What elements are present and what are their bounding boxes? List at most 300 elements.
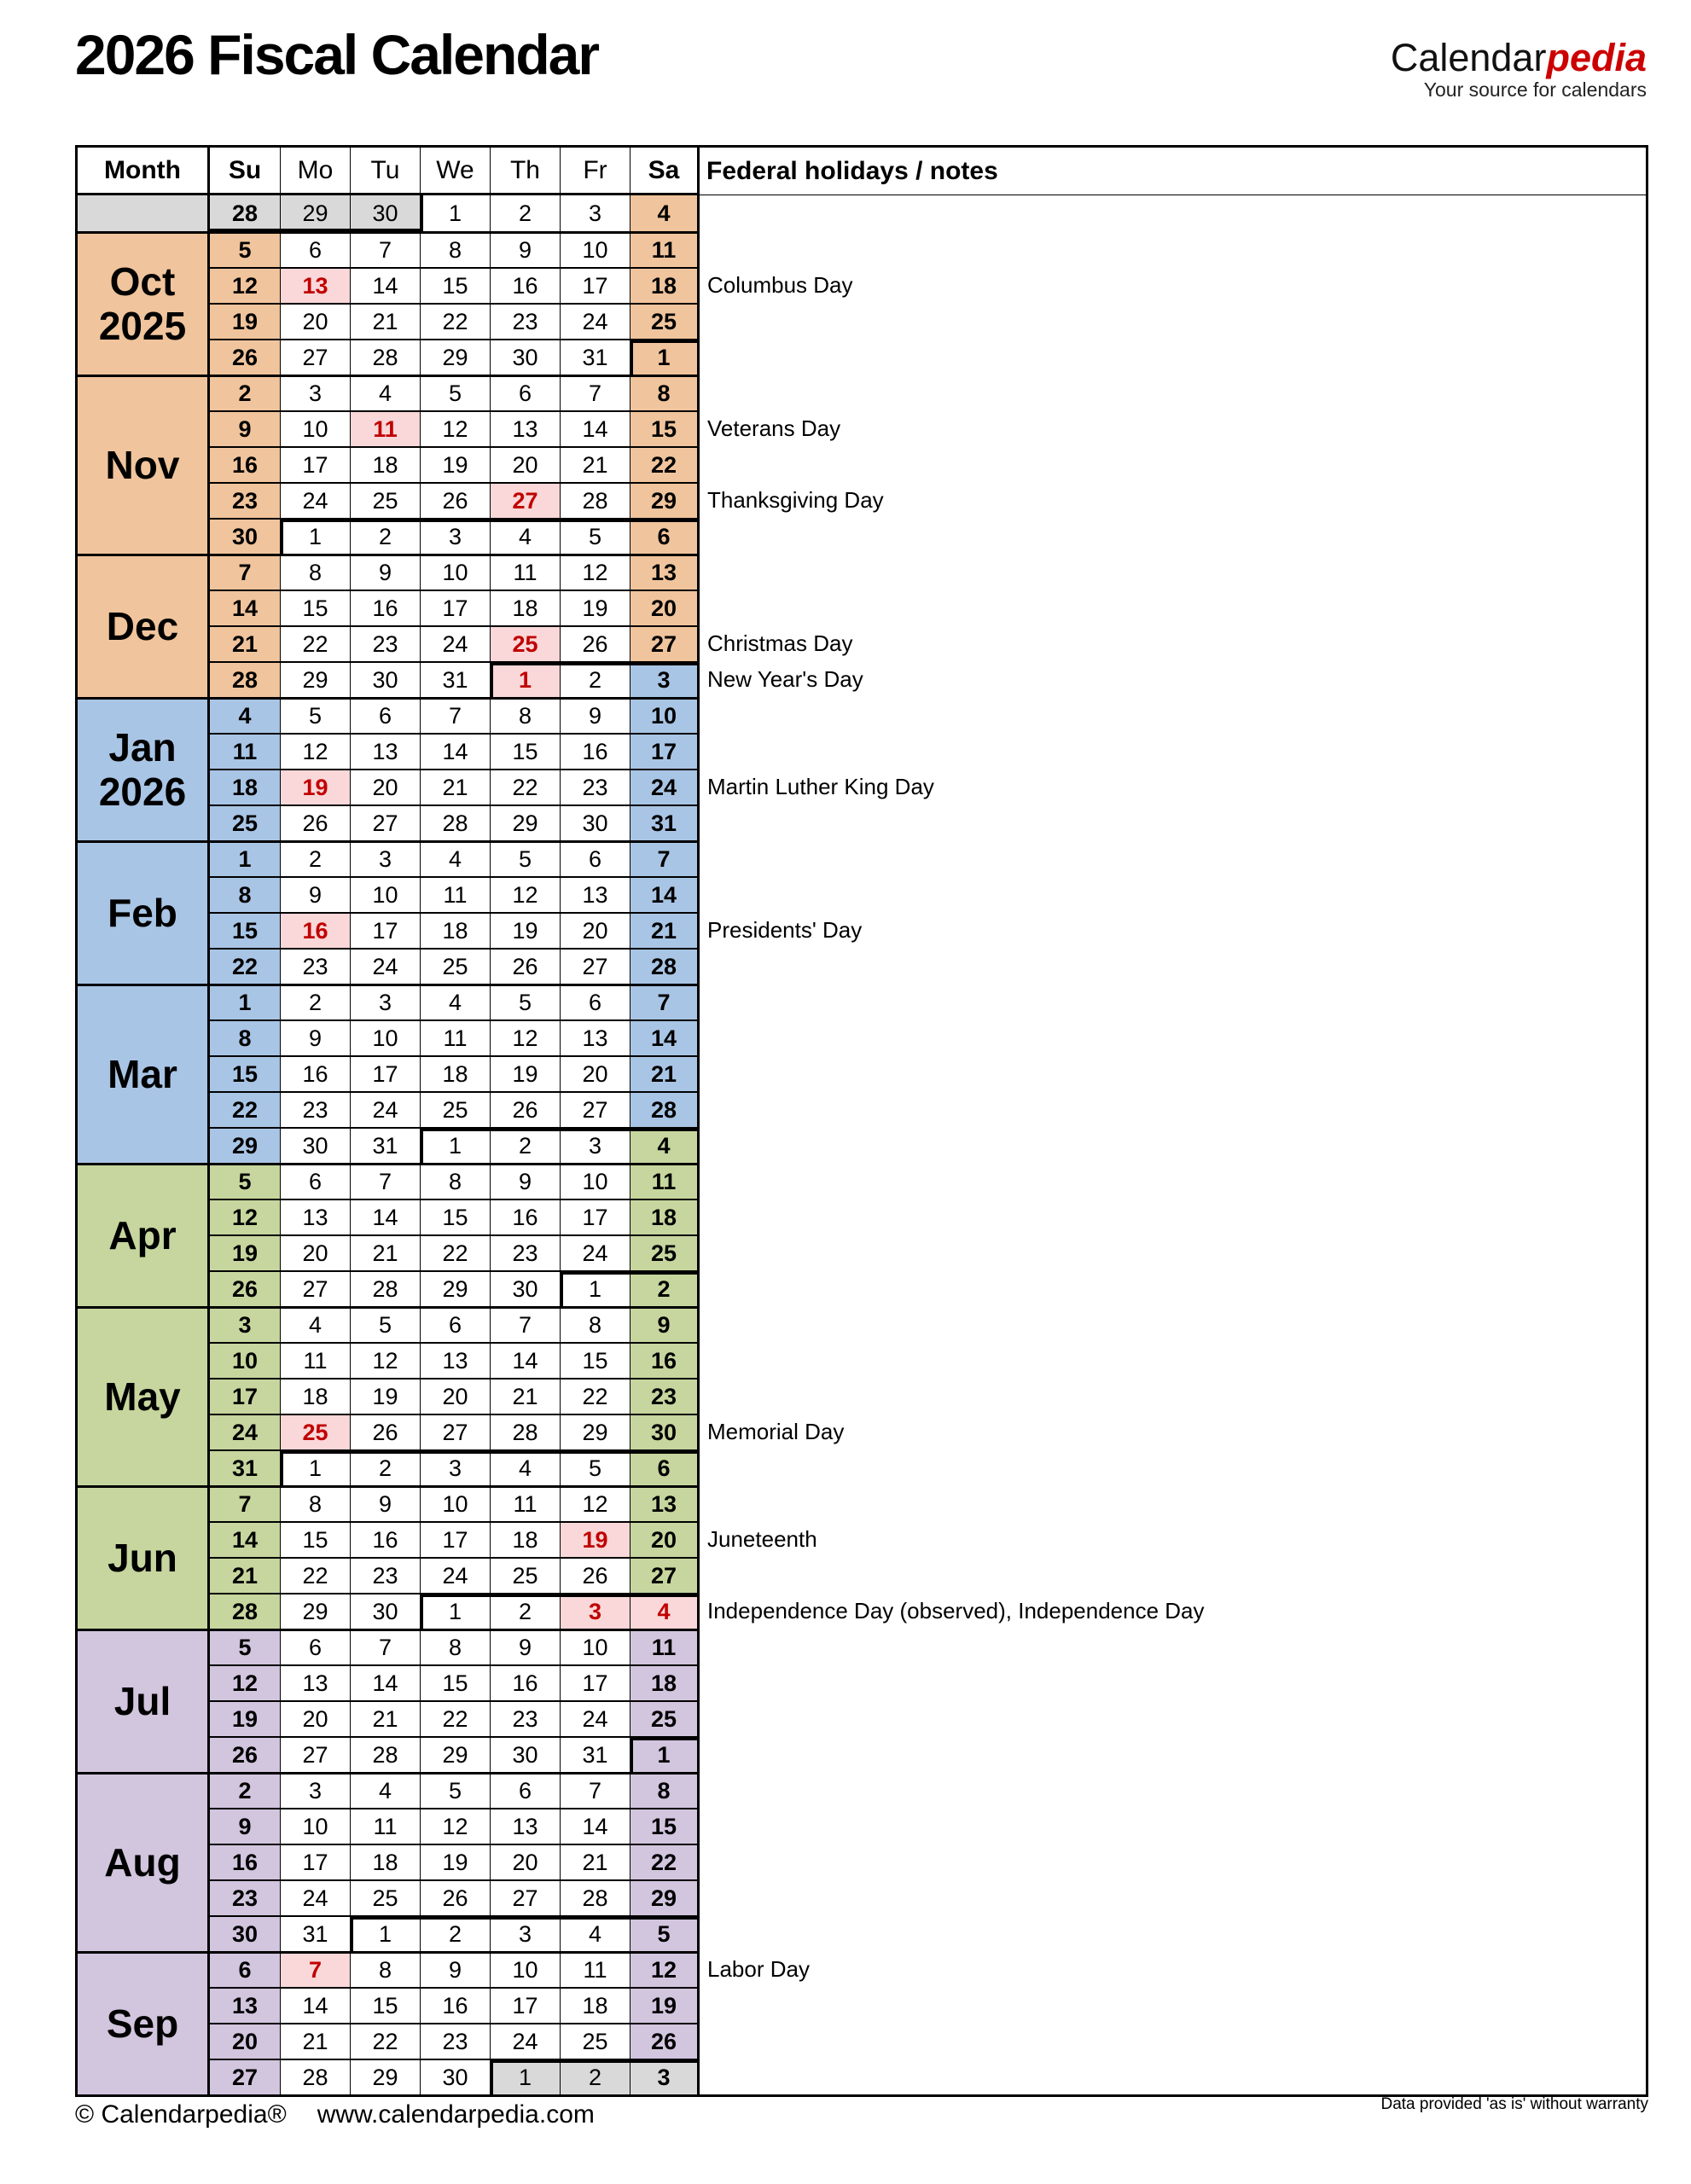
day-cell: 8 [350, 1951, 420, 1987]
day-cell: 5 [210, 231, 280, 267]
day-cell: 10 [280, 410, 350, 446]
day-cell: 11 [210, 733, 280, 769]
day-cell: 28 [630, 1091, 700, 1127]
day-cell: 4 [210, 697, 280, 733]
day-cell: 29 [210, 1127, 280, 1163]
day-cell: 1 [630, 339, 700, 375]
holiday-note [700, 339, 1646, 375]
day-cell: 10 [560, 1629, 630, 1664]
day-cell: 25 [630, 1234, 700, 1270]
day-cell: 11 [420, 1019, 490, 1055]
day-cell: 16 [280, 1055, 350, 1091]
holiday-note: Memorial Day [700, 1414, 1646, 1449]
day-cell: 21 [630, 912, 700, 948]
day-cell: 17 [630, 733, 700, 769]
day-cell: 30 [350, 1593, 420, 1629]
day-cell: 21 [350, 303, 420, 339]
day-cell: 13 [210, 1987, 280, 2023]
day-cell: 17 [350, 1055, 420, 1091]
day-cell: 6 [420, 1306, 490, 1342]
day-cell: 24 [350, 948, 420, 984]
day-cell: 26 [560, 1557, 630, 1593]
day-cell: 8 [210, 876, 280, 912]
day-cell: 20 [490, 1844, 560, 1879]
day-cell: 30 [210, 1915, 280, 1951]
day-cell: 26 [210, 339, 280, 375]
day-cell: 11 [630, 1629, 700, 1664]
day-cell: 13 [280, 1199, 350, 1234]
day-cell: 16 [490, 1664, 560, 1700]
day-cell: 21 [560, 1844, 630, 1879]
day-cell: 8 [420, 1163, 490, 1199]
day-cell: 7 [210, 554, 280, 590]
day-cell: 3 [420, 518, 490, 554]
day-cell: 8 [630, 375, 700, 410]
day-cell: 18 [420, 912, 490, 948]
holiday-note: Christmas Day [700, 625, 1646, 661]
day-cell: 19 [420, 1844, 490, 1879]
week-row [210, 1163, 1646, 1199]
day-cell: 19 [490, 912, 560, 948]
holiday-note [700, 840, 1646, 876]
day-cell: 20 [560, 912, 630, 948]
holiday-note [700, 1127, 1646, 1163]
month-label: Oct 2025 [78, 231, 210, 375]
week-row [210, 876, 1646, 912]
logo-text-black: Calendar [1390, 36, 1547, 79]
holiday-note [700, 1915, 1646, 1951]
day-cell: 26 [490, 1091, 560, 1127]
week-row [210, 339, 1646, 375]
day-cell: 2 [630, 1270, 700, 1306]
day-cell: 24 [560, 1700, 630, 1736]
day-cell: 7 [630, 984, 700, 1019]
day-cell: 5 [420, 1772, 490, 1808]
day-cell: 16 [210, 446, 280, 482]
day-cell: 30 [350, 661, 420, 697]
week-row [210, 1019, 1646, 1055]
day-cell: 20 [280, 1700, 350, 1736]
column-header-we: We [420, 148, 490, 195]
footer [75, 2095, 1648, 2129]
day-cell: 9 [560, 697, 630, 733]
holiday-note [700, 1808, 1646, 1844]
day-cell-holiday: 25 [280, 1414, 350, 1449]
day-cell: 22 [490, 769, 560, 804]
day-cell: 15 [630, 410, 700, 446]
day-cell: 23 [560, 769, 630, 804]
day-cell: 11 [630, 231, 700, 267]
week-row [210, 1557, 1646, 1593]
day-cell: 9 [210, 1808, 280, 1844]
day-cell: 22 [420, 1700, 490, 1736]
week-row [210, 840, 1646, 876]
holiday-note [700, 446, 1646, 482]
day-cell: 7 [490, 1306, 560, 1342]
day-cell: 6 [490, 1772, 560, 1808]
day-cell: 15 [280, 1521, 350, 1557]
day-cell: 1 [560, 1270, 630, 1306]
week-row [210, 1808, 1646, 1844]
day-cell: 28 [210, 661, 280, 697]
day-cell: 14 [350, 1199, 420, 1234]
day-cell: 5 [210, 1163, 280, 1199]
month-label: Sep [78, 1951, 210, 2094]
day-cell: 22 [280, 1557, 350, 1593]
day-cell: 18 [350, 1844, 420, 1879]
week-row [210, 195, 1646, 231]
day-cell: 6 [490, 375, 560, 410]
day-cell: 20 [280, 303, 350, 339]
week-row [210, 769, 1646, 804]
day-cell: 28 [350, 1736, 420, 1772]
day-cell: 5 [490, 840, 560, 876]
day-cell: 7 [350, 231, 420, 267]
day-cell: 10 [490, 1951, 560, 1987]
day-cell: 29 [560, 1414, 630, 1449]
day-cell: 22 [630, 1844, 700, 1879]
day-cell: 21 [490, 1378, 560, 1414]
day-cell: 4 [630, 195, 700, 231]
month-label: Mar [78, 984, 210, 1163]
holiday-note [700, 303, 1646, 339]
day-cell: 13 [420, 1342, 490, 1378]
day-cell: 19 [560, 590, 630, 625]
day-cell: 15 [210, 1055, 280, 1091]
day-cell: 26 [630, 2023, 700, 2059]
day-cell: 18 [280, 1378, 350, 1414]
day-cell: 21 [630, 1055, 700, 1091]
day-cell: 7 [350, 1163, 420, 1199]
week-row [210, 1055, 1646, 1091]
week-row [210, 482, 1646, 518]
day-cell: 2 [420, 1915, 490, 1951]
day-cell: 2 [490, 1593, 560, 1629]
week-row [210, 1449, 1646, 1485]
day-cell: 6 [280, 1163, 350, 1199]
day-cell: 4 [420, 984, 490, 1019]
day-cell: 7 [350, 1629, 420, 1664]
day-cell: 16 [560, 733, 630, 769]
day-cell: 9 [490, 231, 560, 267]
week-row [210, 697, 1646, 733]
day-cell: 31 [420, 661, 490, 697]
day-cell: 31 [280, 1915, 350, 1951]
day-cell: 8 [630, 1772, 700, 1808]
day-cell: 1 [280, 1449, 350, 1485]
holiday-note [700, 1055, 1646, 1091]
day-cell: 28 [490, 1414, 560, 1449]
day-cell: 14 [280, 1987, 350, 2023]
day-cell: 6 [280, 1629, 350, 1664]
day-cell: 26 [350, 1414, 420, 1449]
day-cell: 4 [420, 840, 490, 876]
day-cell: 30 [210, 518, 280, 554]
week-row [210, 984, 1646, 1019]
day-cell: 14 [420, 733, 490, 769]
day-cell: 21 [350, 1234, 420, 1270]
day-cell: 3 [630, 2059, 700, 2094]
holiday-note: Juneteenth [700, 1521, 1646, 1557]
day-cell: 28 [560, 1879, 630, 1915]
column-header-fr: Fr [560, 148, 630, 195]
day-cell: 14 [350, 267, 420, 303]
week-row [210, 303, 1646, 339]
holiday-note [700, 733, 1646, 769]
day-cell: 9 [280, 876, 350, 912]
day-cell: 15 [420, 1199, 490, 1234]
day-cell: 24 [420, 1557, 490, 1593]
day-cell: 20 [490, 446, 560, 482]
day-cell: 23 [630, 1378, 700, 1414]
holiday-note: Independence Day (observed), Independence Day [700, 1593, 1646, 1629]
day-cell: 12 [420, 1808, 490, 1844]
footer-disclaimer: Data provided 'as is' without warranty [1380, 2095, 1648, 2113]
day-cell: 23 [490, 303, 560, 339]
day-cell: 19 [630, 1987, 700, 2023]
day-cell: 12 [210, 1199, 280, 1234]
day-cell: 26 [420, 482, 490, 518]
day-cell: 1 [420, 1593, 490, 1629]
week-row [210, 1091, 1646, 1127]
day-cell: 19 [210, 1234, 280, 1270]
holiday-note [700, 1557, 1646, 1593]
day-cell: 23 [490, 1234, 560, 1270]
day-cell: 6 [280, 231, 350, 267]
day-cell: 11 [560, 1951, 630, 1987]
day-cell: 2 [350, 1449, 420, 1485]
day-cell: 6 [210, 1951, 280, 1987]
day-cell: 1 [210, 984, 280, 1019]
day-cell: 12 [280, 733, 350, 769]
day-cell: 17 [210, 1378, 280, 1414]
day-cell: 1 [350, 1915, 420, 1951]
week-row [210, 2059, 1646, 2094]
holiday-note [700, 1306, 1646, 1342]
holiday-note [700, 1378, 1646, 1414]
table-header-row [78, 148, 1646, 195]
day-cell: 21 [350, 1700, 420, 1736]
day-cell: 2 [210, 375, 280, 410]
week-row [210, 1664, 1646, 1700]
day-cell: 6 [630, 1449, 700, 1485]
day-cell: 22 [350, 2023, 420, 2059]
week-row [210, 1521, 1646, 1557]
day-cell: 5 [560, 518, 630, 554]
holiday-note [700, 1736, 1646, 1772]
day-cell: 8 [420, 1629, 490, 1664]
day-cell: 7 [630, 840, 700, 876]
day-cell: 14 [560, 410, 630, 446]
day-cell: 25 [630, 303, 700, 339]
day-cell: 22 [630, 446, 700, 482]
holiday-note [700, 2059, 1646, 2094]
day-cell: 13 [630, 1485, 700, 1521]
day-cell: 5 [420, 375, 490, 410]
week-row [210, 267, 1646, 303]
day-cell: 9 [280, 1019, 350, 1055]
day-cell: 17 [560, 1664, 630, 1700]
day-cell: 9 [210, 410, 280, 446]
day-cell: 23 [210, 1879, 280, 1915]
week-row [210, 1987, 1646, 2023]
day-cell: 4 [490, 1449, 560, 1485]
day-cell: 12 [350, 1342, 420, 1378]
day-cell: 9 [350, 554, 420, 590]
footer-url: www.calendarpedia.com [317, 2100, 595, 2129]
holiday-note [700, 2023, 1646, 2059]
day-cell: 18 [490, 1521, 560, 1557]
day-cell: 15 [630, 1808, 700, 1844]
day-cell: 3 [280, 1772, 350, 1808]
week-row [210, 1199, 1646, 1234]
day-cell: 5 [280, 697, 350, 733]
week-row [210, 1270, 1646, 1306]
column-header-mo: Mo [280, 148, 350, 195]
day-cell: 30 [280, 1127, 350, 1163]
day-cell: 31 [560, 339, 630, 375]
day-cell: 25 [350, 482, 420, 518]
week-row [210, 231, 1646, 267]
day-cell: 31 [210, 1449, 280, 1485]
day-cell: 26 [560, 625, 630, 661]
holiday-note: Veterans Day [700, 410, 1646, 446]
day-cell: 29 [280, 1593, 350, 1629]
day-cell: 9 [420, 1951, 490, 1987]
day-cell: 28 [210, 1593, 280, 1629]
day-cell: 20 [560, 1055, 630, 1091]
month-label: Jun [78, 1485, 210, 1629]
month-label: May [78, 1306, 210, 1485]
day-cell: 18 [630, 1199, 700, 1234]
day-cell: 4 [490, 518, 560, 554]
day-cell: 27 [630, 1557, 700, 1593]
logo-text-red: pedia [1546, 36, 1647, 79]
day-cell: 20 [210, 2023, 280, 2059]
holiday-note [700, 1879, 1646, 1915]
month-label: Apr [78, 1163, 210, 1306]
day-cell: 11 [280, 1342, 350, 1378]
day-cell: 30 [490, 339, 560, 375]
day-cell: 23 [350, 625, 420, 661]
day-cell: 6 [560, 840, 630, 876]
day-cell: 5 [350, 1306, 420, 1342]
day-cell: 11 [420, 876, 490, 912]
week-row [210, 590, 1646, 625]
day-cell: 19 [210, 1700, 280, 1736]
week-row [210, 661, 1646, 697]
day-cell: 14 [630, 876, 700, 912]
calendarpedia-logo [1391, 38, 1647, 100]
holiday-note [700, 1163, 1646, 1199]
month-label: Aug [78, 1772, 210, 1951]
day-cell: 16 [420, 1987, 490, 2023]
holiday-note [700, 590, 1646, 625]
holiday-note [700, 1342, 1646, 1378]
day-cell: 25 [350, 1879, 420, 1915]
day-cell: 10 [630, 697, 700, 733]
day-cell: 2 [280, 840, 350, 876]
day-cell: 24 [280, 1879, 350, 1915]
day-cell: 28 [280, 2059, 350, 2094]
day-cell: 11 [630, 1163, 700, 1199]
week-row [210, 1306, 1646, 1342]
day-cell: 29 [420, 1736, 490, 1772]
day-cell: 19 [350, 1378, 420, 1414]
day-cell: 1 [420, 1127, 490, 1163]
day-cell: 19 [490, 1055, 560, 1091]
day-cell: 17 [420, 1521, 490, 1557]
day-cell: 27 [280, 1270, 350, 1306]
week-row [210, 446, 1646, 482]
day-cell: 31 [630, 804, 700, 840]
day-cell: 24 [630, 769, 700, 804]
day-cell: 3 [210, 1306, 280, 1342]
week-row [210, 1629, 1646, 1664]
day-cell: 17 [420, 590, 490, 625]
day-cell: 31 [350, 1127, 420, 1163]
month-label [78, 195, 210, 231]
holiday-note [700, 876, 1646, 912]
holiday-note [700, 1199, 1646, 1234]
day-cell: 6 [630, 518, 700, 554]
day-cell: 7 [560, 1772, 630, 1808]
day-cell: 25 [630, 1700, 700, 1736]
day-cell: 2 [350, 518, 420, 554]
holiday-note [700, 1019, 1646, 1055]
holiday-note [700, 804, 1646, 840]
holiday-note [700, 1700, 1646, 1736]
month-label: Jul [78, 1629, 210, 1772]
logo-tagline: Your source for calendars [1423, 78, 1647, 102]
day-cell-holiday: 11 [350, 410, 420, 446]
day-cell: 3 [490, 1915, 560, 1951]
day-cell: 25 [560, 2023, 630, 2059]
day-cell: 16 [350, 590, 420, 625]
day-cell: 7 [560, 375, 630, 410]
day-cell: 21 [560, 446, 630, 482]
day-cell-holiday: 3 [560, 1593, 630, 1629]
week-row [210, 733, 1646, 769]
day-cell: 29 [350, 2059, 420, 2094]
day-cell: 19 [420, 446, 490, 482]
day-cell: 20 [630, 1521, 700, 1557]
day-cell: 28 [350, 1270, 420, 1306]
day-cell: 16 [350, 1521, 420, 1557]
holiday-note [700, 195, 1646, 231]
holiday-note [700, 231, 1646, 267]
day-cell: 1 [490, 2059, 560, 2094]
day-cell: 12 [490, 876, 560, 912]
day-cell: 12 [210, 267, 280, 303]
day-cell: 28 [210, 195, 280, 231]
day-cell: 2 [280, 984, 350, 1019]
week-row [210, 1378, 1646, 1414]
day-cell: 30 [630, 1414, 700, 1449]
day-cell: 14 [630, 1019, 700, 1055]
day-cell-holiday: 13 [280, 267, 350, 303]
day-cell: 8 [420, 231, 490, 267]
holiday-note [700, 518, 1646, 554]
day-cell: 5 [490, 984, 560, 1019]
day-cell: 3 [560, 195, 630, 231]
day-cell: 16 [490, 1199, 560, 1234]
holiday-note: Columbus Day [700, 267, 1646, 303]
holiday-note [700, 554, 1646, 590]
day-cell: 15 [420, 1664, 490, 1700]
week-row [210, 1485, 1646, 1521]
day-cell: 23 [420, 2023, 490, 2059]
